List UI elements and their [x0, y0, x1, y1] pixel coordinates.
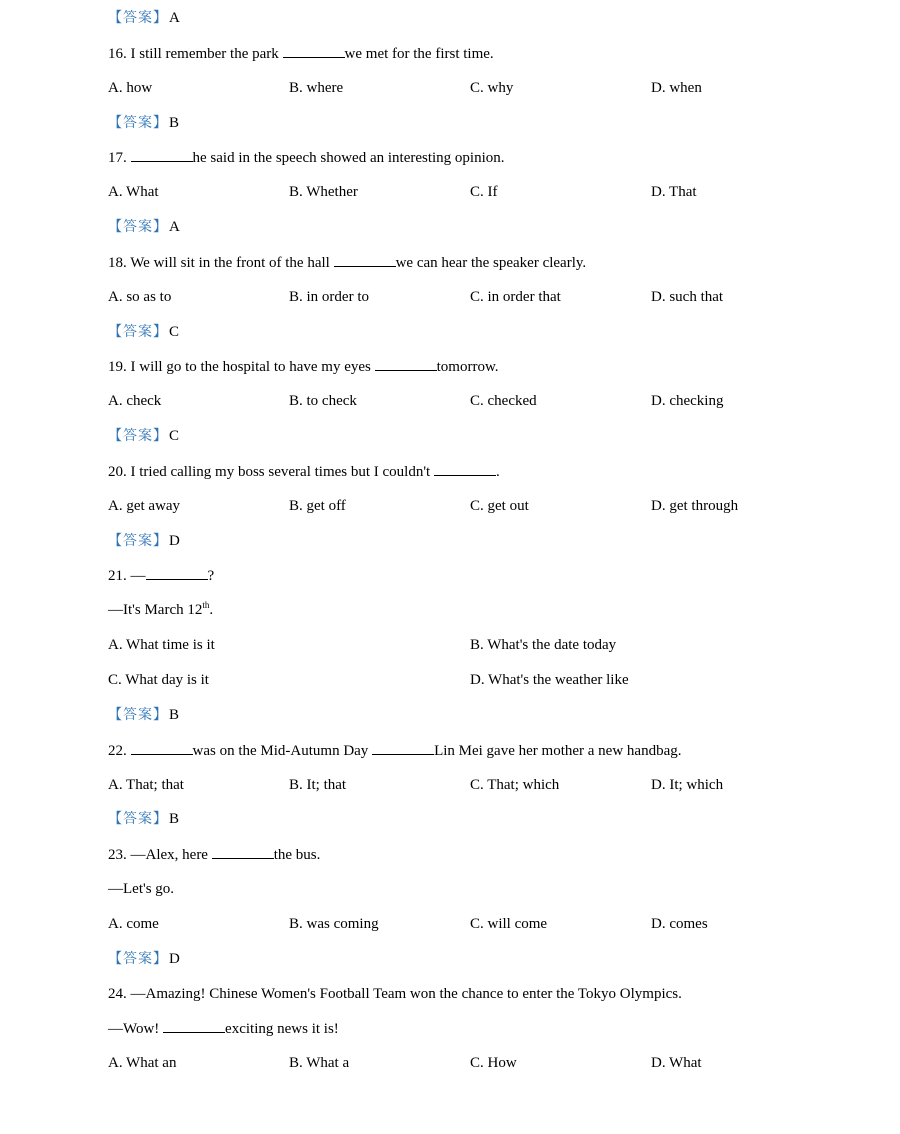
question-16-option-b: B. where — [289, 80, 344, 96]
question-18-option-c: C. in order that — [470, 289, 561, 305]
answer-line-17: 【答案】A — [108, 219, 180, 235]
question-20-stem: 20. I tried calling my boss several times but I couldn't . — [108, 461, 500, 482]
question-24-option-b: B. What a — [289, 1055, 350, 1071]
question-19-option-b: B. to check — [289, 393, 357, 409]
answer-blank — [434, 461, 496, 476]
answer-letter: A — [169, 10, 180, 26]
question-17-option-d: D. That — [651, 184, 697, 200]
answer-line-21: 【答案】B — [108, 707, 180, 723]
answer-line-16: 【答案】B — [108, 115, 180, 131]
answer-label: 【答案】 — [108, 10, 168, 26]
question-17-option-a: A. What — [108, 184, 159, 200]
question-23-option-b: B. was coming — [289, 916, 379, 932]
question-21-stem: 21. — ? — [108, 565, 214, 586]
question-22-stem: 22. was on the Mid-Autumn Day Lin Mei gave her mother a new handbag. — [108, 740, 681, 761]
question-24-stem: 24. —Amazing! Chinese Women's Football Team won the chance to enter the Tokyo Olympics. — [108, 986, 682, 1002]
question-21-option-a: A. What time is it — [108, 637, 215, 653]
answer-line-18: 【答案】C — [108, 324, 180, 340]
answer-blank — [372, 740, 434, 755]
question-19-option-d: D. checking — [651, 393, 724, 409]
question-22-option-d: D. It; which — [651, 777, 724, 793]
question-16-stem: 16. I still remember the park we met for the first time. — [108, 43, 494, 64]
question-24-reply: —Wow! exciting news it is! — [108, 1018, 339, 1039]
answer-line-22: 【答案】B — [108, 811, 180, 827]
question-17-option-c: C. If — [470, 184, 498, 200]
question-23-option-c: C. will come — [470, 916, 548, 932]
answer-blank — [163, 1018, 225, 1033]
question-18-option-d: D. such that — [651, 289, 724, 305]
question-16-option-d: D. when — [651, 80, 702, 96]
question-23-option-d: D. comes — [651, 916, 708, 932]
question-20-option-a: A. get away — [108, 498, 181, 514]
answer-blank — [375, 356, 437, 371]
question-23-reply: —Let's go. — [108, 881, 175, 897]
question-18-option-b: B. in order to — [289, 289, 369, 305]
answer-blank — [212, 844, 274, 859]
question-24-option-d: D. What — [651, 1055, 702, 1071]
question-18-option-a: A. so as to — [108, 289, 172, 305]
question-17-option-b: B. Whether — [289, 184, 358, 200]
answer-blank — [146, 565, 208, 580]
answer-line-20: 【答案】D — [108, 533, 180, 549]
answer-line-23: 【答案】D — [108, 951, 180, 967]
answer-line-19: 【答案】C — [108, 428, 180, 444]
question-19-stem: 19. I will go to the hospital to have my eyes tomorrow. — [108, 356, 499, 377]
question-21-option-d: D. What's the weather like — [470, 672, 629, 688]
question-19-option-c: C. checked — [470, 393, 537, 409]
question-21-reply: —It's March 12th. — [108, 600, 214, 618]
answer-blank — [131, 147, 193, 162]
answer-line-15 — [108, 8, 180, 28]
question-17-stem: 17. he said in the speech showed an interesting opinion. — [108, 147, 505, 168]
question-23-stem: 23. —Alex, here the bus. — [108, 844, 320, 865]
question-24-option-a: A. What an — [108, 1055, 177, 1071]
question-22-option-c: C. That; which — [470, 777, 560, 793]
question-20-option-c: C. get out — [470, 498, 529, 514]
question-22-option-a: A. That; that — [108, 777, 184, 793]
answer-blank — [334, 252, 396, 267]
question-21-option-c: C. What day is it — [108, 672, 209, 688]
answer-blank — [131, 740, 193, 755]
question-21-option-b: B. What's the date today — [470, 637, 617, 653]
question-20-option-b: B. get off — [289, 498, 346, 514]
question-22-option-b: B. It; that — [289, 777, 347, 793]
answer-blank — [283, 43, 345, 58]
question-20-option-d: D. get through — [651, 498, 739, 514]
question-18-stem: 18. We will sit in the front of the hall we can hear the speaker clearly. — [108, 252, 586, 273]
question-24-option-c: C. How — [470, 1055, 517, 1071]
question-16-option-c: C. why — [470, 80, 514, 96]
question-23-option-a: A. come — [108, 916, 159, 932]
question-16-option-a: A. how — [108, 80, 153, 96]
question-19-option-a: A. check — [108, 393, 162, 409]
